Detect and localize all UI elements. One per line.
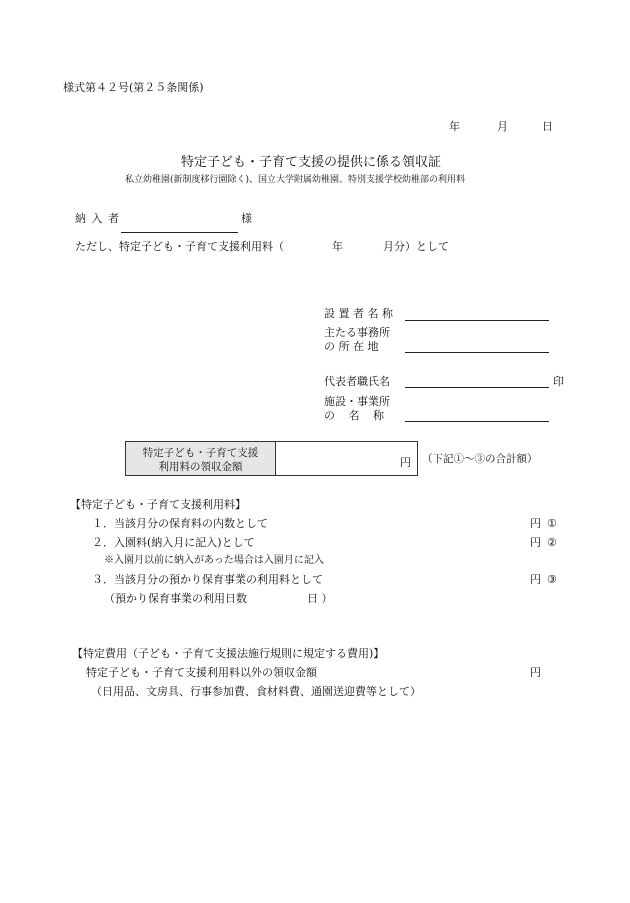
date-month-label: 月	[497, 120, 508, 133]
office-label-line1: 主たる事務所	[324, 326, 390, 339]
facility-label-line1: 施設・事業所	[324, 395, 390, 408]
facility-label-line2: の 名 称	[324, 409, 384, 422]
representative-label: 代表者職氏名	[324, 375, 390, 388]
section1-item-2-mark: ②	[547, 536, 557, 549]
section1-item-3-yen: 円	[530, 573, 541, 586]
seal-mark: 印	[553, 375, 564, 388]
provision-prefix: ただし、特定子ども・子育て支援利用料（	[75, 240, 284, 253]
receipt-amount-note: （下記①～③の合計額）	[422, 453, 538, 465]
section1-item-3-mark: ③	[547, 573, 557, 586]
section1-days-suffix: 日 ）	[307, 592, 333, 605]
founder-name-label: 設 置 者 名 称	[324, 307, 393, 320]
office-label-line2: の 所 在 地	[324, 340, 379, 353]
section1-item-3: ３．当該月分の預かり保育事業の利用料として	[92, 573, 323, 586]
facility-name-line	[405, 421, 549, 422]
document-title: 特定子ども・子育て支援の提供に係る領収証	[181, 155, 442, 170]
section1-note: ※入園月以前に納入があった場合は入園月に記入	[104, 555, 324, 566]
section2-line: 特定子ども・子育て支援利用料以外の領収金額	[86, 666, 317, 679]
provision-year: 年	[332, 240, 343, 253]
section1-item-2-yen: 円	[530, 536, 541, 549]
section1-item-1: １．当該月分の保育料の内数として	[92, 517, 268, 530]
section2-yen: 円	[530, 666, 541, 679]
payer-label: 納 入 者	[75, 212, 120, 225]
date-year-label: 年	[449, 120, 460, 133]
receipt-amount-label-line2: 利用料の領収金額	[158, 461, 243, 473]
receipt-amount-label-line1: 特定子ども・子育て支援	[142, 447, 259, 459]
section2-heading: 【特定費用（子ども・子育て支援法施行規則に規定する費用)】	[72, 647, 385, 660]
provision-month: 月分）として	[383, 240, 449, 253]
founder-name-line	[405, 320, 549, 321]
date-day-label: 日	[542, 120, 553, 133]
section2-example: （日用品、文房具、行事参加費、食材料費、通園送迎費等として）	[91, 685, 421, 698]
form-number: 様式第４２号(第２５条関係)	[63, 81, 204, 94]
receipt-amount-yen: 円	[400, 456, 411, 469]
section1-days-prefix: （預かり保育事業の利用日数	[104, 592, 247, 605]
receipt-amount-box	[125, 441, 418, 476]
section1-item-1-yen: 円	[530, 517, 541, 530]
section1-heading: 【特定子ども・子育て支援利用料】	[70, 498, 246, 511]
receipt-amount-label	[126, 442, 276, 475]
document-subtitle: 私立幼稚園(新制度移行園除く)、国立大学附属幼稚園、特別支援学校幼稚部の利用料	[125, 175, 466, 185]
office-address-line	[405, 352, 549, 353]
representative-line	[405, 387, 549, 388]
section1-item-2: ２．入園料(納入月に記入)として	[92, 536, 255, 549]
section1-item-1-mark: ①	[547, 517, 557, 530]
payer-suffix: 様	[241, 212, 252, 225]
payer-name-line	[121, 232, 238, 233]
